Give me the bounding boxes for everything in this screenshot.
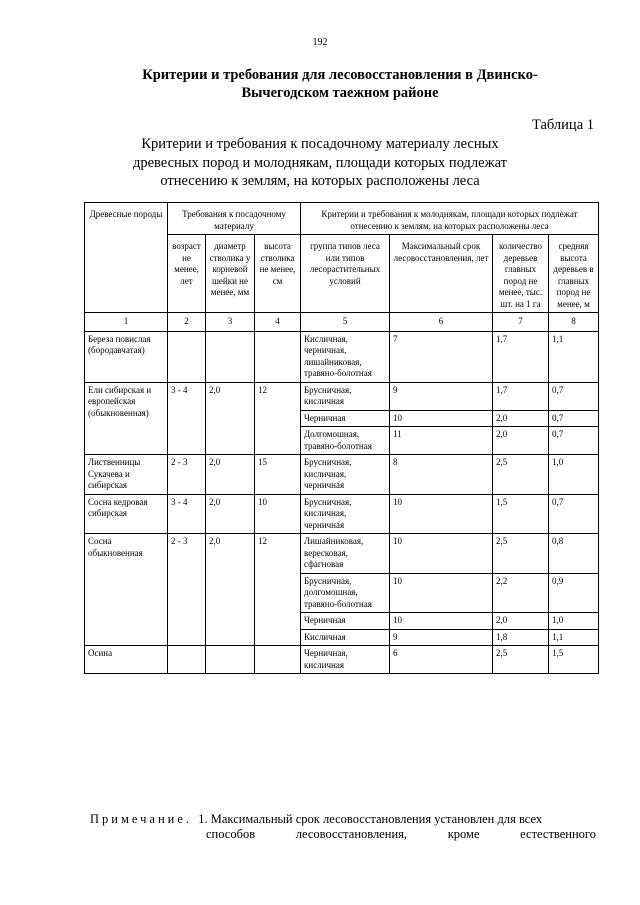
- header-young-stands: Критерии и требования к молоднякам, площади которых подлежат отнесению к землям, на которых расположены леса: [301, 203, 599, 235]
- cell-max-term: 9: [390, 629, 493, 646]
- cell-height: 12: [255, 534, 301, 646]
- col-number: 6: [390, 313, 493, 332]
- table-caption: Критерии и требования к посадочному материалу лесных древесных пород и молоднякам, площади которых подлежат отнесению к землям, на которых расположены леса: [132, 136, 507, 189]
- note-line-1: [90, 812, 596, 827]
- cell-max-term: 6: [390, 646, 493, 674]
- table-row: [85, 382, 599, 410]
- cell-age: 2 - 3: [168, 455, 206, 495]
- table-row: [85, 331, 599, 382]
- cell-height: 15: [255, 455, 301, 495]
- cell-avg-height: 0,8: [549, 534, 599, 574]
- cell-forest-type: Долгомошная, травяно-болотная: [301, 427, 390, 455]
- cell-tree-count: 1,7: [493, 382, 549, 410]
- cell-forest-type: Брусничная, кисличная: [301, 382, 390, 410]
- cell-max-term: 10: [390, 410, 493, 427]
- cell-tree-count: 1,7: [493, 331, 549, 382]
- col-number: 2: [168, 313, 206, 332]
- cell-diameter: 2,0: [206, 534, 255, 646]
- cell-diameter: 2,0: [206, 494, 255, 534]
- cell-forest-type: Черничная: [301, 410, 390, 427]
- cell-avg-height: 1,1: [549, 629, 599, 646]
- note-word: естественного: [520, 826, 596, 841]
- cell-forest-type: Черничная: [301, 613, 390, 630]
- cell-tree-count: 2,5: [493, 455, 549, 495]
- cell-tree-count: 2,2: [493, 573, 549, 613]
- page-title: Критерии и требования для лесовосстановления в Двинско-Вычегодском таежном районе: [142, 67, 538, 101]
- table-row: [85, 646, 599, 674]
- cell-height: 12: [255, 382, 301, 455]
- cell-tree-count: 2,5: [493, 534, 549, 574]
- cell-forest-type: Кисличная, черничная, лишайниковая, травяно-болотная: [301, 331, 390, 382]
- header-max-term: Максимальный срок лесовосстановления, лет: [390, 235, 493, 313]
- header-tree-count: количество деревьев главных пород не менее, тыс. шт. на 1 га: [493, 235, 549, 313]
- cell-age: 3 - 4: [168, 494, 206, 534]
- cell-species: Сосна кедровая сибирская: [85, 494, 168, 534]
- header-planting-material: Требования к посадочному материалу: [168, 203, 301, 235]
- cell-species: Осина: [85, 646, 168, 674]
- cell-forest-type: Лишайниковая, вересковая, сфагновая: [301, 534, 390, 574]
- cell-tree-count: 2,0: [493, 410, 549, 427]
- cell-avg-height: 0,9: [549, 573, 599, 613]
- col-number: 7: [493, 313, 549, 332]
- cell-avg-height: 1,1: [549, 331, 599, 382]
- cell-avg-height: 0,7: [549, 382, 599, 410]
- note-word: кроме: [447, 826, 480, 841]
- cell-max-term: 8: [390, 455, 493, 495]
- col-number: 3: [206, 313, 255, 332]
- cell-forest-type: Черничная, кисличная: [301, 646, 390, 674]
- cell-avg-height: 0,7: [549, 494, 599, 534]
- cell-forest-type: Брусничная, долгомошная, травяно-болотная: [301, 573, 390, 613]
- header-forest-type: группа типов леса или типов лесорастительных условий: [301, 235, 390, 313]
- column-number-row: [85, 313, 599, 332]
- table-header-row: [85, 203, 599, 235]
- cell-avg-height: 1,0: [549, 613, 599, 630]
- header-age: возраст не менее, лет: [168, 235, 206, 313]
- col-number: 1: [85, 313, 168, 332]
- cell-height: [255, 646, 301, 674]
- cell-avg-height: 1,0: [549, 455, 599, 495]
- col-number: 8: [549, 313, 599, 332]
- cell-species: Сосна обыкновенная: [85, 534, 168, 646]
- table-row: [85, 455, 599, 495]
- cell-avg-height: 0,7: [549, 427, 599, 455]
- table-label: Таблица 1: [531, 117, 594, 133]
- note-word: способов: [206, 826, 256, 841]
- cell-diameter: 2,0: [206, 455, 255, 495]
- cell-tree-count: 1,8: [493, 629, 549, 646]
- criteria-table: [84, 202, 599, 674]
- note-text: 1. Максимальный срок лесовосстановления установлен для всех: [198, 812, 543, 826]
- cell-tree-count: 2,0: [493, 613, 549, 630]
- cell-tree-count: 2,5: [493, 646, 549, 674]
- col-number: 4: [255, 313, 301, 332]
- note-label: Примечание.: [90, 812, 193, 826]
- cell-diameter: [206, 646, 255, 674]
- cell-diameter: [206, 331, 255, 382]
- cell-height: 10: [255, 494, 301, 534]
- header-height: высота стволика не менее, см: [255, 235, 301, 313]
- cell-height: [255, 331, 301, 382]
- header-diameter: диаметр стволика у корневой шейки не менее, мм: [206, 235, 255, 313]
- note-word: лесовосстановления,: [295, 826, 408, 841]
- table-row: [85, 534, 599, 574]
- cell-species: Береза повислая (бородавчатая): [85, 331, 168, 382]
- cell-max-term: 10: [390, 534, 493, 574]
- cell-forest-type: Кисличная: [301, 629, 390, 646]
- cell-age: [168, 331, 206, 382]
- cell-avg-height: 0,7: [549, 410, 599, 427]
- header-species: Древесные породы: [85, 203, 168, 313]
- cell-age: 3 - 4: [168, 382, 206, 455]
- cell-forest-type: Брусничная, кисличная, черничная: [301, 494, 390, 534]
- table-note: [90, 812, 596, 841]
- cell-max-term: 10: [390, 573, 493, 613]
- cell-species: Лиственницы Сукачева и сибирская: [85, 455, 168, 495]
- page-number: 192: [312, 37, 328, 48]
- cell-age: 2 - 3: [168, 534, 206, 646]
- cell-tree-count: 2,0: [493, 427, 549, 455]
- col-number: 5: [301, 313, 390, 332]
- cell-species: Ели сибирская и европейская (обыкновенная): [85, 382, 168, 455]
- header-avg-height: средняя высота деревьев в главных пород не менее, м: [549, 235, 599, 313]
- table-row: [85, 494, 599, 534]
- cell-age: [168, 646, 206, 674]
- cell-diameter: 2,0: [206, 382, 255, 455]
- cell-max-term: 10: [390, 613, 493, 630]
- cell-max-term: 11: [390, 427, 493, 455]
- cell-max-term: 10: [390, 494, 493, 534]
- cell-max-term: 9: [390, 382, 493, 410]
- cell-max-term: 7: [390, 331, 493, 382]
- cell-tree-count: 1,5: [493, 494, 549, 534]
- cell-avg-height: 1,5: [549, 646, 599, 674]
- note-line-2: [90, 827, 596, 842]
- cell-forest-type: Брусничная, кисличная, черничная: [301, 455, 390, 495]
